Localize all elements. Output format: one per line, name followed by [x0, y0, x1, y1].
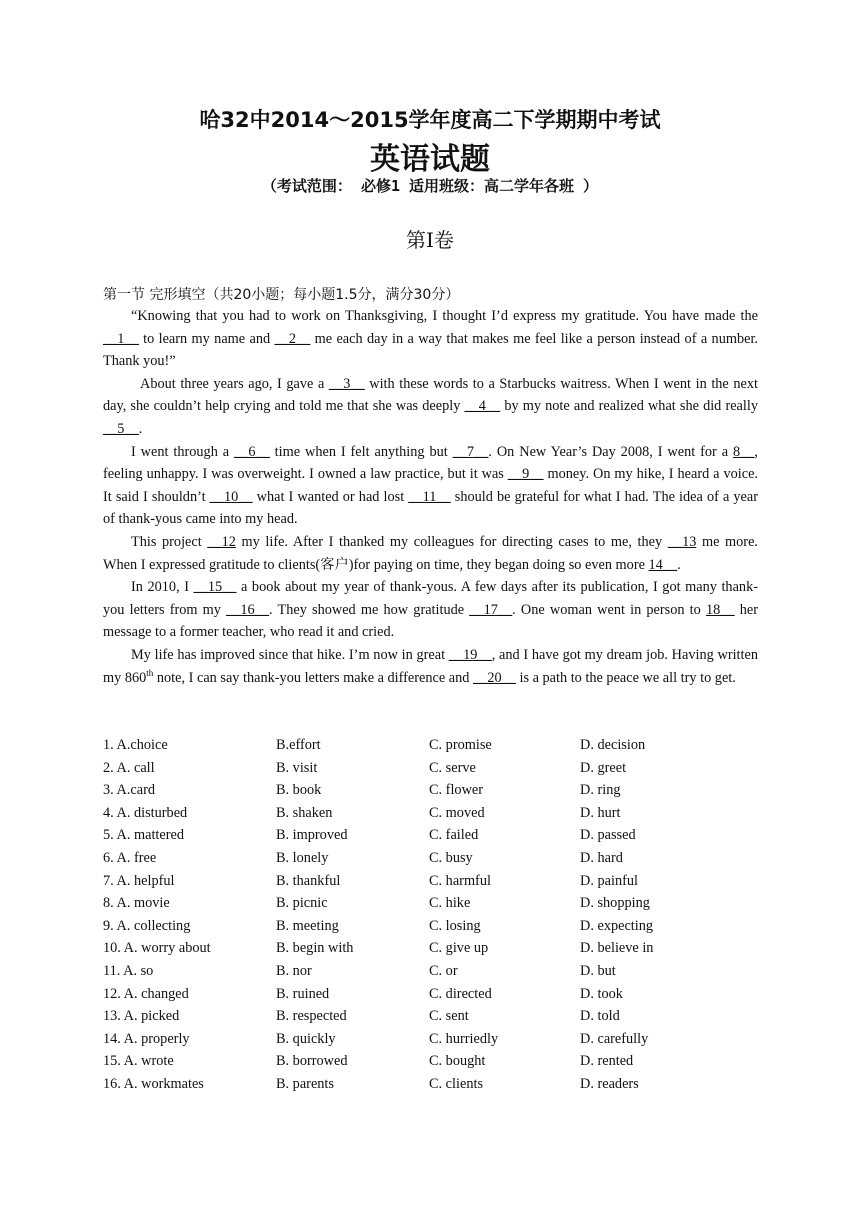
option-a: 6. A. free: [103, 849, 157, 866]
option-d: D. ring: [580, 782, 621, 799]
option-row: [103, 802, 763, 825]
option-c: C. failed: [429, 827, 479, 844]
option-a: 14. A. properly: [103, 1030, 190, 1047]
passage-text: , feeling unhappy. I was overweight. I owned a law practice, but it was: [103, 443, 758, 483]
option-b: B. nor: [276, 962, 312, 979]
passage-text: her message to a former teacher, who read it and cried.: [103, 601, 758, 641]
option-d: D. carefully: [580, 1030, 649, 1047]
passage-text: .: [677, 556, 681, 573]
cloze-passage: [103, 305, 758, 689]
option-d: D. expecting: [580, 917, 654, 934]
passage-text: , and I have got my dream job. Having written my 860: [103, 646, 758, 686]
blank-5: __5__: [103, 420, 139, 437]
option-c: C. losing: [429, 917, 481, 934]
option-b: B. picnic: [276, 895, 328, 912]
passage-text: to learn my name and: [138, 330, 275, 347]
option-a: 12. A. changed: [103, 985, 189, 1002]
passage-text: a book about my year of thank-yous. A few days after its publication, I got many thank-you letters from my: [103, 579, 758, 618]
option-b: B. respected: [276, 1008, 347, 1025]
option-b: B. meeting: [276, 917, 339, 934]
option-row: [103, 1073, 763, 1096]
volume-heading: 第Ⅰ卷: [406, 228, 454, 252]
option-row: [103, 847, 763, 870]
blank-19: __19__: [448, 646, 492, 663]
passage-text: This project: [131, 533, 208, 550]
option-row: [103, 757, 763, 780]
option-b: B. begin with: [276, 940, 354, 957]
option-d: D. painful: [580, 872, 638, 889]
blank-7: __7__: [452, 443, 489, 460]
option-c: C. or: [429, 962, 458, 979]
option-d: D. shopping: [580, 895, 650, 912]
option-b: B. ruined: [276, 985, 330, 1002]
option-c: C. busy: [429, 849, 473, 866]
option-c: C. hurriedly: [429, 1030, 499, 1047]
option-row: [103, 937, 763, 960]
option-b: B. lonely: [276, 849, 329, 866]
option-row: [103, 1050, 763, 1073]
passage-text: . On New Year’s Day 2008, I went for a: [488, 443, 733, 460]
blank-4: __4__: [464, 398, 501, 415]
option-row: [103, 779, 763, 802]
option-a: 13. A. picked: [103, 1008, 180, 1025]
option-d: D. greet: [580, 759, 627, 776]
option-a: 7. A. helpful: [103, 872, 175, 889]
paragraph: [103, 441, 758, 531]
paragraph: [103, 644, 758, 689]
passage-text: money. On my hike, I heard a voice. It said I shouldn’t: [103, 466, 758, 505]
option-row: [103, 892, 763, 915]
option-a: 16. A. workmates: [103, 1075, 204, 1092]
option-a: 9. A. collecting: [103, 917, 191, 934]
option-b: B. visit: [276, 759, 318, 776]
passage-text: what I wanted or had lost: [252, 488, 409, 505]
exam-title: 哈32中2014～2015学年度高二下学期期中考试: [199, 108, 661, 132]
passage-text: me each day in a way that makes me feel like a person instead of a number. Thank you!”: [103, 330, 758, 370]
option-a: 3. A.card: [103, 782, 156, 799]
paragraph: [103, 305, 758, 373]
option-a: 2. A. call: [103, 759, 155, 776]
option-d: D. believe in: [580, 940, 654, 957]
passage-text: In 2010, I: [131, 579, 194, 596]
blank-8: 8__: [732, 443, 755, 460]
blank-9: __9__: [507, 466, 544, 483]
option-c: C. serve: [429, 759, 476, 776]
blank-1: __1__: [103, 330, 139, 347]
option-b: B. quickly: [276, 1030, 336, 1047]
blank-14: 14__: [648, 556, 678, 573]
passage-text: by my note and realized what she did really: [500, 398, 758, 415]
blank-18: 18__: [705, 601, 735, 618]
option-c: C. promise: [429, 737, 492, 753]
option-d: D. hurt: [580, 804, 621, 821]
passage-text: . They showed me how gratitude: [269, 601, 470, 618]
passage-text: . One woman went in person to: [512, 601, 706, 618]
option-a: 10. A. worry about: [103, 940, 211, 957]
blank-10: __10__: [209, 488, 253, 505]
option-c: C. hike: [429, 895, 471, 912]
option-b: B. shaken: [276, 804, 333, 821]
option-a: 4. A. disturbed: [103, 804, 188, 821]
passage-text: time when I felt anything but: [269, 443, 453, 460]
passage-text: me more. When I expressed gratitude to clients(客户)for paying on time, they began doing so even more: [103, 533, 758, 573]
option-b: B. thankful: [276, 872, 341, 889]
passage-text: My life has improved since that hike. I’m now in great: [131, 646, 449, 663]
option-row: [103, 983, 763, 1006]
option-a: 11. A. so: [103, 962, 154, 979]
blank-11: __11__: [408, 488, 451, 505]
blank-17: __17__: [469, 601, 513, 618]
exam-scope: （考试范围： 必修1 适用班级：高二学年各班 ）: [261, 177, 599, 195]
option-row: [103, 915, 763, 938]
option-c: C. clients: [429, 1075, 484, 1092]
option-d: D. decision: [580, 737, 646, 753]
option-b: B. improved: [276, 827, 348, 844]
ordinal-suffix: th: [146, 667, 154, 678]
option-c: C. sent: [429, 1008, 469, 1025]
option-a: 8. A. movie: [103, 895, 170, 912]
paragraph: [103, 531, 758, 576]
blank-2: __2__: [274, 330, 311, 347]
option-c: C. give up: [429, 940, 489, 957]
option-c: C. moved: [429, 804, 485, 821]
option-row: [103, 960, 763, 983]
option-d: D. rented: [580, 1053, 634, 1070]
option-c: C. harmful: [429, 872, 491, 889]
option-b: B.effort: [276, 737, 321, 753]
option-a: 1. A.choice: [103, 737, 168, 753]
option-d: D. but: [580, 962, 616, 979]
option-row: [103, 870, 763, 893]
option-c: C. flower: [429, 782, 483, 799]
passage-text: I went through a: [131, 443, 235, 460]
blank-16: __16__: [226, 601, 269, 618]
option-d: D. took: [580, 985, 623, 1002]
option-row: [103, 1005, 763, 1028]
option-b: B. parents: [276, 1075, 334, 1092]
option-d: D. hard: [580, 849, 623, 866]
option-b: B. borrowed: [276, 1053, 348, 1070]
option-a: 5. A. mattered: [103, 827, 184, 844]
option-row: [103, 734, 763, 757]
subject-title: 英语试题: [370, 142, 490, 177]
passage-text: About three years ago, I gave a: [140, 375, 329, 392]
section-heading: 第一节 完形填空（共20小题；每小题1.5分，满分30分）: [103, 287, 460, 303]
passage-text: my life. After I thanked my colleagues for directing cases to me, they: [235, 533, 668, 550]
passage-text: “Knowing that you had to work on Thanksgiving, I thought I’d express my gratitude. You have made the: [131, 308, 758, 324]
option-row: [103, 824, 763, 847]
option-d: D. passed: [580, 827, 636, 844]
option-b: B. book: [276, 782, 322, 799]
blank-20: __20__: [473, 669, 516, 686]
passage-text: with these words to a Starbucks waitress. When I went in the next day, she couldn’t help crying and told me that she was deeply: [103, 375, 758, 415]
passage-text: .: [138, 420, 143, 437]
paragraph: [103, 373, 758, 441]
option-d: D. told: [580, 1008, 620, 1025]
option-c: C. directed: [429, 985, 492, 1002]
option-a: 15. A. wrote: [103, 1053, 174, 1070]
option-c: C. bought: [429, 1053, 486, 1070]
blank-15: __15__: [193, 579, 237, 596]
paragraph: [103, 576, 758, 644]
option-row: [103, 1028, 763, 1051]
blank-3: __3__: [328, 375, 365, 392]
blank-12: __12: [207, 533, 236, 550]
option-d: D. readers: [580, 1075, 639, 1092]
blank-13: __13: [667, 533, 697, 550]
passage-text: is a path to the peace we all try to get.: [515, 669, 736, 686]
blank-6: __6__: [234, 443, 270, 460]
passage-text: note, I can say thank-you letters make a difference and: [153, 669, 474, 686]
options-list: [103, 734, 763, 1096]
passage-text: should be grateful for what I had. The idea of a year of thank-yous came into my head.: [103, 488, 758, 528]
